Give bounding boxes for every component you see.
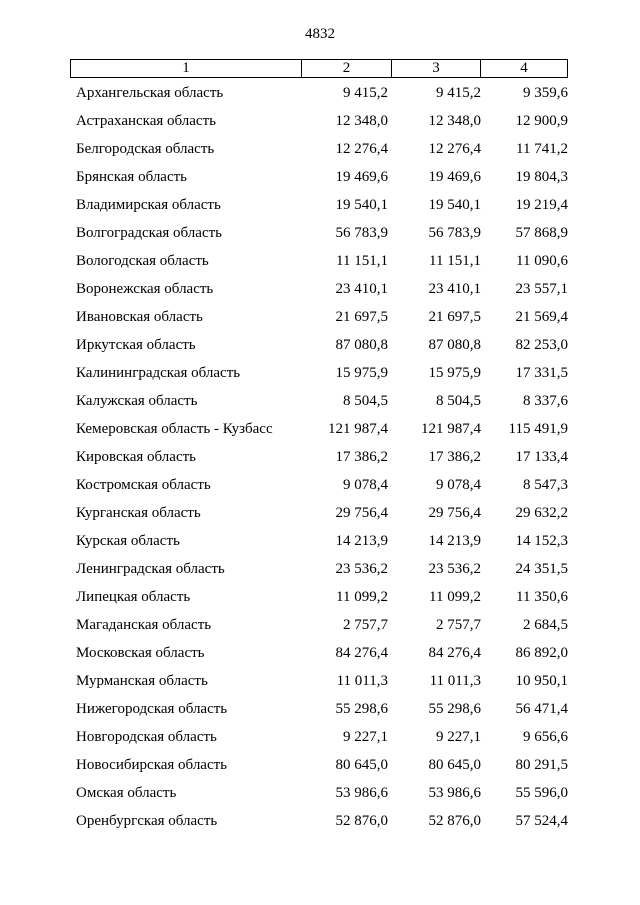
value-col-4: 29 632,2	[515, 505, 568, 521]
value-col-2: 56 783,9	[335, 225, 388, 241]
region-name: Новгородская область	[76, 729, 217, 745]
table-row	[70, 192, 568, 220]
value-col-4: 8 337,6	[523, 393, 568, 409]
header-col-4: 4	[520, 60, 528, 76]
region-name: Белгородская область	[76, 141, 215, 157]
value-col-4: 9 359,6	[523, 85, 568, 101]
value-col-4: 21 569,4	[515, 309, 568, 325]
value-col-2: 14 213,9	[335, 533, 388, 549]
value-col-4: 115 491,9	[508, 421, 568, 437]
table-row	[70, 640, 568, 668]
value-col-3: 9 078,4	[436, 477, 481, 493]
value-col-2: 19 469,6	[335, 169, 388, 185]
region-name: Липецкая область	[76, 589, 191, 605]
value-col-2: 19 540,1	[335, 197, 388, 213]
value-col-2: 11 011,3	[336, 673, 388, 689]
value-col-2: 9 078,4	[343, 477, 388, 493]
table-row	[70, 612, 568, 640]
table-row	[70, 164, 568, 192]
region-name: Курганская область	[76, 505, 201, 521]
value-col-2: 21 697,5	[335, 309, 388, 325]
table-row	[70, 388, 568, 416]
value-col-2: 121 987,4	[328, 421, 388, 437]
table-body	[70, 80, 568, 836]
region-name: Калужская область	[76, 393, 198, 409]
table-row	[70, 304, 568, 332]
value-col-2: 17 386,2	[335, 449, 388, 465]
table-row	[70, 528, 568, 556]
table-row	[70, 108, 568, 136]
table-row	[70, 556, 568, 584]
header-col-3: 3	[392, 60, 481, 77]
table-row	[70, 332, 568, 360]
value-col-2: 23 536,2	[335, 561, 388, 577]
region-name: Магаданская область	[76, 617, 212, 633]
value-col-3: 2 757,7	[436, 617, 481, 633]
region-name: Кемеровская область - Кузбасс	[76, 421, 273, 437]
table-row	[70, 696, 568, 724]
value-col-2: 9 227,1	[343, 729, 388, 745]
value-col-3: 19 540,1	[428, 197, 481, 213]
value-col-4: 56 471,4	[515, 701, 568, 717]
value-col-4: 2 684,5	[523, 617, 568, 633]
value-col-2: 55 298,6	[335, 701, 388, 717]
region-name: Курская область	[76, 533, 180, 549]
region-name: Московская область	[76, 645, 205, 661]
value-col-3: 19 469,6	[428, 169, 481, 185]
value-col-3: 84 276,4	[428, 645, 481, 661]
region-name: Омская область	[76, 785, 177, 801]
value-col-3: 11 151,1	[429, 253, 481, 269]
value-col-2: 2 757,7	[343, 617, 388, 633]
value-col-3: 56 783,9	[428, 225, 481, 241]
value-col-4: 19 219,4	[515, 197, 568, 213]
table-row	[70, 584, 568, 612]
value-col-4: 17 331,5	[515, 365, 568, 381]
value-col-2: 15 975,9	[335, 365, 388, 381]
table-row	[70, 136, 568, 164]
value-col-2: 53 986,6	[335, 785, 388, 801]
table-row	[70, 220, 568, 248]
value-col-3: 23 410,1	[428, 281, 481, 297]
value-col-3: 53 986,6	[428, 785, 481, 801]
region-name: Астраханская область	[76, 113, 216, 129]
value-col-4: 12 900,9	[515, 113, 568, 129]
value-col-4: 24 351,5	[515, 561, 568, 577]
value-col-3: 15 975,9	[428, 365, 481, 381]
value-col-2: 12 348,0	[335, 113, 388, 129]
value-col-2: 87 080,8	[335, 337, 388, 353]
page-number: 4832	[305, 26, 335, 42]
region-name: Владимирская область	[76, 197, 221, 213]
region-name: Кировская область	[76, 449, 197, 465]
value-col-4: 17 133,4	[515, 449, 568, 465]
value-col-3: 14 213,9	[428, 533, 481, 549]
value-col-3: 21 697,5	[428, 309, 481, 325]
region-name: Воронежская область	[76, 281, 214, 297]
region-name: Волгоградская область	[76, 225, 222, 241]
value-col-4: 23 557,1	[515, 281, 568, 297]
value-col-4: 11 741,2	[516, 141, 568, 157]
value-col-2: 11 099,2	[336, 589, 388, 605]
value-col-3: 55 298,6	[428, 701, 481, 717]
value-col-2: 52 876,0	[335, 813, 388, 829]
value-col-2: 29 756,4	[335, 505, 388, 521]
value-col-4: 55 596,0	[515, 785, 568, 801]
region-name: Мурманская область	[76, 673, 208, 689]
table-row	[70, 360, 568, 388]
value-col-4: 11 090,6	[516, 253, 568, 269]
table-row	[70, 668, 568, 696]
region-name: Оренбургская область	[76, 813, 218, 829]
value-col-3: 11 011,3	[429, 673, 481, 689]
region-name: Новосибирская область	[76, 757, 228, 773]
value-col-3: 9 415,2	[436, 85, 481, 101]
region-name: Ленинградская область	[76, 561, 225, 577]
value-col-2: 8 504,5	[343, 393, 388, 409]
value-col-3: 9 227,1	[436, 729, 481, 745]
value-col-4: 57 868,9	[515, 225, 568, 241]
value-col-3: 87 080,8	[428, 337, 481, 353]
table-row	[70, 444, 568, 472]
value-col-4: 10 950,1	[515, 673, 568, 689]
value-col-2: 80 645,0	[335, 757, 388, 773]
value-col-3: 29 756,4	[428, 505, 481, 521]
table-row	[70, 752, 568, 780]
region-name: Архангельская область	[76, 85, 224, 101]
header-col-1: 1	[71, 60, 302, 77]
table-row	[70, 416, 568, 444]
region-name: Нижегородская область	[76, 701, 228, 717]
table-header	[70, 59, 568, 78]
value-col-3: 121 987,4	[421, 421, 481, 437]
header-col-2: 2	[302, 60, 392, 77]
value-col-3: 8 504,5	[436, 393, 481, 409]
value-col-2: 9 415,2	[343, 85, 388, 101]
value-col-2: 11 151,1	[336, 253, 388, 269]
value-col-4: 14 152,3	[515, 533, 568, 549]
value-col-4: 57 524,4	[515, 813, 568, 829]
table-row	[70, 472, 568, 500]
value-col-3: 11 099,2	[429, 589, 481, 605]
region-name: Костромская область	[76, 477, 211, 493]
value-col-4: 9 656,6	[523, 729, 568, 745]
value-col-3: 23 536,2	[428, 561, 481, 577]
table-row	[70, 724, 568, 752]
value-col-2: 23 410,1	[335, 281, 388, 297]
region-name: Вологодская область	[76, 253, 209, 269]
value-col-4: 86 892,0	[515, 645, 568, 661]
value-col-4: 19 804,3	[515, 169, 568, 185]
region-name: Калининградская область	[76, 365, 241, 381]
table-row	[70, 80, 568, 108]
value-col-3: 80 645,0	[428, 757, 481, 773]
value-col-2: 84 276,4	[335, 645, 388, 661]
table-row	[70, 808, 568, 836]
region-name: Ивановская область	[76, 309, 203, 325]
value-col-3: 12 276,4	[428, 141, 481, 157]
value-col-4: 82 253,0	[515, 337, 568, 353]
table-row	[70, 500, 568, 528]
value-col-3: 17 386,2	[428, 449, 481, 465]
value-col-2: 12 276,4	[335, 141, 388, 157]
value-col-4: 8 547,3	[523, 477, 568, 493]
table-row	[70, 248, 568, 276]
table-row	[70, 780, 568, 808]
value-col-3: 12 348,0	[428, 113, 481, 129]
table-row	[70, 276, 568, 304]
region-name: Иркутская область	[76, 337, 196, 353]
value-col-4: 80 291,5	[515, 757, 568, 773]
value-col-3: 52 876,0	[428, 813, 481, 829]
region-name: Брянская область	[76, 169, 188, 185]
value-col-4: 11 350,6	[516, 589, 568, 605]
